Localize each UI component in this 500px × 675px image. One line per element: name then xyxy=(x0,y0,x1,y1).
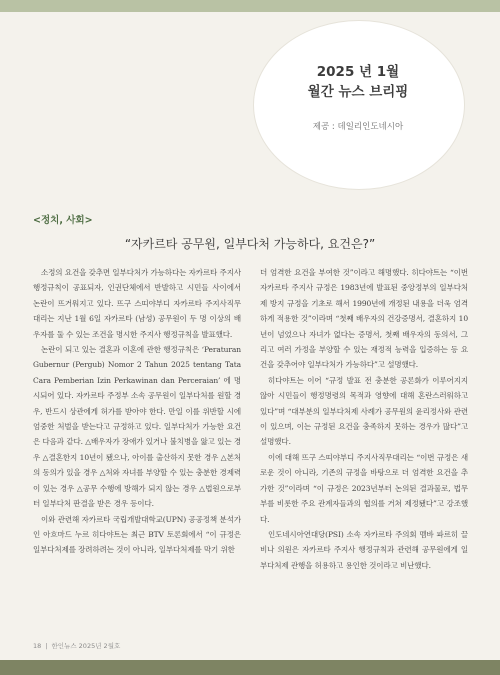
article-column-right xyxy=(260,265,468,573)
title-badge xyxy=(253,20,465,190)
briefing-title xyxy=(253,62,463,102)
title-date: 2025 년 1월 xyxy=(316,64,400,80)
page-number: 18 xyxy=(33,642,42,650)
source-credit: 제공 : 데일리인도네시아 xyxy=(312,122,404,132)
article-headline: “자카르타 공무원, 일부다처 가능하다, 요건은?” xyxy=(124,237,376,251)
publication-name: 한인뉴스 2025년 2월호 xyxy=(51,642,121,650)
bottom-color-bar xyxy=(0,660,500,675)
title-subject: 월간 뉴스 브리핑 xyxy=(307,84,409,100)
paragraph: 이에 대해 뜨구 스띠야부디 주지사직무대리는 “이번 규정은 새로운 것이 아니라, 기존의 규정을 바탕으로 더 엄격한 요건을 추가한 것”이라며 “이 규정은 2023년부터 논의된 결과물로, 법무부를 비롯한 주요 관계자들과의 협의를 거쳐 제정됐다”고 강조했다. xyxy=(260,452,468,524)
paragraph: 논란이 되고 있는 결혼과 이혼에 관한 행정규칙은 ‘Peraturan Gubernur (Pergub) Nomor 2 Tahun 2025 tentang Tata Cara Pemberian Izin Perkawinan dan Perceraian’ 에 명시되어 있다. 자카르타 주정부 소속 공무원이 일부다처를 원할 경우, 반드시 상관에게 허가를 받아야 한다. 만일 이를 위반할 시에 엄중한 처벌을 받는다고 규정하고 있다. 일부다처가 가능한 요건은 다음과 같다. △배우자가 장애가 있거나 불치병을 앓고 있는 경우 △결혼한지 10년이 됐으나, 아이를 출산하지 못한 경우 △본처의 동의가 있을 경우 △처와 자녀를 부양할 수 있는 충분한 경제력이 있는 경우 △공무 수행에 방해가 되지 않는 경우 △법원으로부터 일부다처 판결을 받은 경우 등이다. xyxy=(33,345,241,509)
footer-separator: | xyxy=(45,642,48,650)
paragraph: 더 엄격한 요건을 부여한 것”이라고 해명했다. 히다야트는 “이번 자카르타 주지사 규정은 1983년에 발표된 중앙정부의 일부다처제 방지 규정을 기초로 해서 1990년에 개정된 내용을 더욱 엄격하게 적용한 것”이라며 “첫째 배우자의 건강증명서, 결혼하지 10년이 넘었으나 자녀가 없다는 증명서, 첫째 배우자의 동의서, 그리고 여러 가정을 부양할 수 있는 재정적 능력을 입증하는 등 요건을 갖추어야 일부다처가 가능하다”고 설명했다. xyxy=(260,268,468,370)
top-color-bar xyxy=(0,0,500,12)
section-tag: <정치, 사회> xyxy=(33,215,93,226)
paragraph: 이와 관련해 자카르타 국립개발대학교(UPN) 공공정책 분석가인 아흐마드 누르 히다야트는 최근 BTV 토론회에서 “이 규정은 일부다처제를 장려하려는 것이 아니라, 일부다처제를 막기 위한 xyxy=(33,514,241,555)
paragraph: 소정의 요건을 갖추면 일부다처가 가능하다는 자카르타 주지사 행정규칙이 공표되자, 인권단체에서 반발하고 시민들 사이에서 논란이 뜨거워지고 있다. 뜨구 스띠야부디 자카르타 주지사직무대리는 지난 1월 6일 자카르타 (남성) 공무원이 두 명 이상의 배우자를 둘 수 있는 조건을 명시한 주지사 행정규칙을 발표했다. xyxy=(33,268,241,339)
paragraph: 인도네시아연대당(PSI) 소속 자카르타 주의회 멤바 파르히 끌비나 의원은 자카르타 주지사 행정규칙과 관련해 공무원에게 일부다처제 관행을 허용하고 용인한 것이라고 비난했다. xyxy=(260,529,468,570)
article-column-left xyxy=(33,265,241,558)
paragraph: 히다야트는 이어 “규정 발표 전 충분한 공론화가 이루어지지 않아 시민들이 행정명령의 목적과 영향에 대해 혼란스러워하고 있다”며 “대부분의 일부다처제 사례가 공무원의 윤리정사와 관련이 있으며, 이는 규정된 요건을 충족하지 못하는 경우가 많다”고 설명했다. xyxy=(260,375,468,447)
page-footer xyxy=(33,641,120,650)
